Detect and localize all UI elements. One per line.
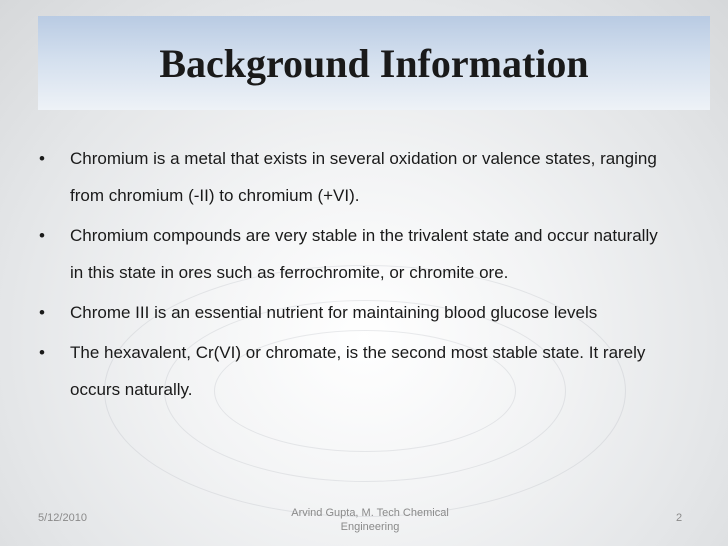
bullet-marker: • [39, 226, 45, 245]
bullet-text: Chrome III is an essential nutrient for maintaining blood glucose levels [70, 303, 598, 322]
bullet-item [0, 140, 670, 214]
bullet-marker: • [39, 343, 45, 362]
bullet-item [0, 334, 670, 408]
bullet-item [0, 294, 670, 331]
slide-number: 2 [676, 512, 683, 524]
bullet-text: The hexavalent, Cr(VI) or chromate, is the second most stable state. It rarely occurs naturally. [70, 343, 646, 399]
bullet-item [0, 217, 670, 291]
bullet-text: Chromium compounds are very stable in the trivalent state and occur naturally in this state in ores such as ferrochromite, or chromite ore. [70, 226, 658, 282]
bullet-marker: • [39, 303, 45, 322]
bullet-marker: • [39, 149, 45, 168]
footer-date: 5/12/2010 [38, 512, 87, 524]
bullet-list [0, 140, 670, 411]
bullet-text: Chromium is a metal that exists in several oxidation or valence states, ranging from chromium (-II) to chromium (+VI). [70, 149, 657, 205]
slide-title: Background Information [159, 41, 589, 86]
footer-author: Arvind Gupta, M. Tech Chemical Engineering [291, 507, 449, 533]
